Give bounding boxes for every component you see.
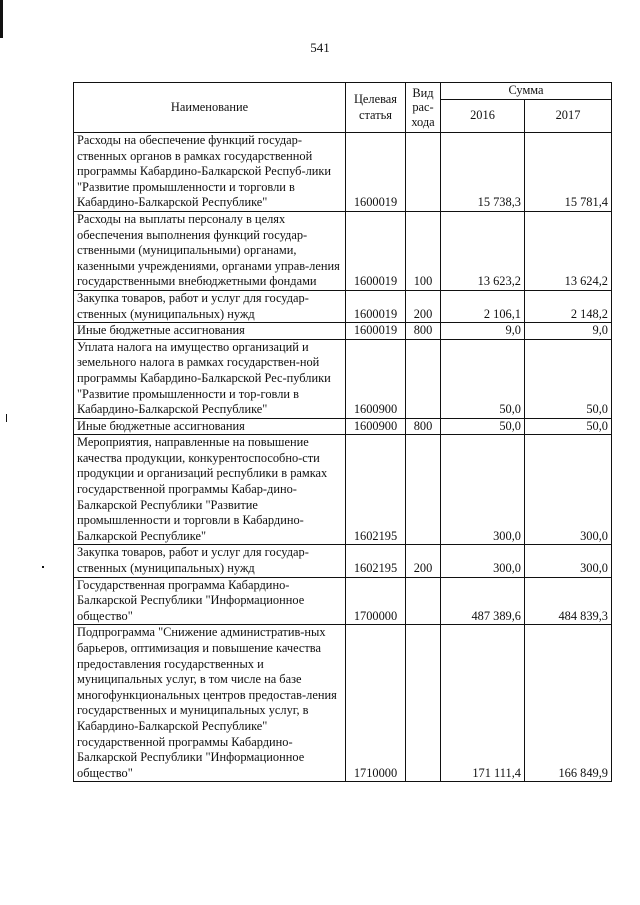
- row-expense-kind: [406, 577, 441, 625]
- row-target-article: 1600019: [346, 133, 406, 212]
- row-sum-2016: 2 106,1: [441, 290, 525, 322]
- row-expense-kind: 200: [406, 545, 441, 577]
- row-sum-2016: 300,0: [441, 435, 525, 545]
- table-header: [74, 83, 612, 133]
- scan-speck: [42, 566, 44, 568]
- row-name: Иные бюджетные ассигнования: [74, 418, 346, 435]
- row-expense-kind: [406, 625, 441, 782]
- table-row: [74, 625, 612, 782]
- header-name: Наименование: [74, 83, 346, 133]
- row-target-article: 1602195: [346, 435, 406, 545]
- row-target-article: 1600900: [346, 418, 406, 435]
- scan-edge-mark: [0, 0, 3, 38]
- row-sum-2017: 50,0: [525, 339, 612, 418]
- row-name: Подпрограмма "Снижение административ-ных барьеров, оптимизация и повышение качества предоставления государственных и муниципальных услуг, в том числе на базе многофункциональных центров предостав-ления государственных и муниципальных услуг, в Кабардино-Балкарской Республике" государственной программы Кабардино-Балкарской Республики "Информационное общество": [74, 625, 346, 782]
- header-sum: Сумма: [441, 83, 612, 100]
- header-year-2017: 2017: [525, 100, 612, 133]
- row-sum-2017: 50,0: [525, 418, 612, 435]
- row-target-article: 1700000: [346, 577, 406, 625]
- row-sum-2017: 300,0: [525, 435, 612, 545]
- row-name: Расходы на выплаты персоналу в целях обеспечения выполнения функций государ-ственными (муниципальными) органами, казенными учреждениями, органами управ-ления государственными внебюджетными фондами: [74, 211, 346, 290]
- row-sum-2017: 166 849,9: [525, 625, 612, 782]
- row-sum-2017: 9,0: [525, 323, 612, 340]
- row-target-article: 1600019: [346, 290, 406, 322]
- row-sum-2016: 50,0: [441, 339, 525, 418]
- row-name: Уплата налога на имущество организаций и земельного налога в рамках государствен-ной программы Кабардино-Балкарской Рес-публики "Развитие промышленности и тор-говли в Кабардино-Балкарской Республике": [74, 339, 346, 418]
- table-row: [74, 545, 612, 577]
- page-number: 541: [310, 40, 330, 55]
- row-target-article: 1600019: [346, 323, 406, 340]
- table-row: [74, 211, 612, 290]
- row-sum-2016: 487 389,6: [441, 577, 525, 625]
- row-expense-kind: 800: [406, 418, 441, 435]
- table-row: [74, 577, 612, 625]
- row-target-article: 1710000: [346, 625, 406, 782]
- row-sum-2017: 300,0: [525, 545, 612, 577]
- table-row: [74, 323, 612, 340]
- row-sum-2016: 50,0: [441, 418, 525, 435]
- row-expense-kind: 200: [406, 290, 441, 322]
- row-name: Закупка товаров, работ и услуг для государ-ственных (муниципальных) нужд: [74, 290, 346, 322]
- header-expense-kind: Вид рас-хода: [406, 83, 441, 133]
- row-sum-2016: 15 738,3: [441, 133, 525, 212]
- budget-table: [73, 82, 612, 782]
- row-sum-2017: 13 624,2: [525, 211, 612, 290]
- row-sum-2016: 171 111,4: [441, 625, 525, 782]
- header-year-2016: 2016: [441, 100, 525, 133]
- row-expense-kind: 100: [406, 211, 441, 290]
- row-sum-2016: 9,0: [441, 323, 525, 340]
- table-row: [74, 133, 612, 212]
- table-row: [74, 418, 612, 435]
- row-name: Закупка товаров, работ и услуг для государ-ственных (муниципальных) нужд: [74, 545, 346, 577]
- row-expense-kind: [406, 339, 441, 418]
- row-sum-2016: 13 623,2: [441, 211, 525, 290]
- row-name: Иные бюджетные ассигнования: [74, 323, 346, 340]
- header-target-article: Целевая статья: [346, 83, 406, 133]
- row-name: Государственная программа Кабардино-Балкарской Республики "Информационное общество": [74, 577, 346, 625]
- table-row: [74, 290, 612, 322]
- row-sum-2017: 484 839,3: [525, 577, 612, 625]
- row-sum-2016: 300,0: [441, 545, 525, 577]
- row-name: Расходы на обеспечение функций государ-ственных органов в рамках государственной программы Кабардино-Балкарской Респуб-лики "Развитие промышленности и торговли в Кабардино-Балкарской Республике": [74, 133, 346, 212]
- row-expense-kind: 800: [406, 323, 441, 340]
- row-name: Мероприятия, направленные на повышение качества продукции, конкурентоспособно-сти продукции и организаций республики в рамках государственной программы Кабар-дино-Балкарской Республики "Развитие промышленности и торговли в Кабардино-Балкарской Республике": [74, 435, 346, 545]
- table-row: [74, 339, 612, 418]
- row-sum-2017: 2 148,2: [525, 290, 612, 322]
- row-expense-kind: [406, 435, 441, 545]
- row-sum-2017: 15 781,4: [525, 133, 612, 212]
- row-target-article: 1600019: [346, 211, 406, 290]
- scan-speck: [6, 414, 7, 422]
- row-target-article: 1600900: [346, 339, 406, 418]
- row-expense-kind: [406, 133, 441, 212]
- table-row: [74, 435, 612, 545]
- row-target-article: 1602195: [346, 545, 406, 577]
